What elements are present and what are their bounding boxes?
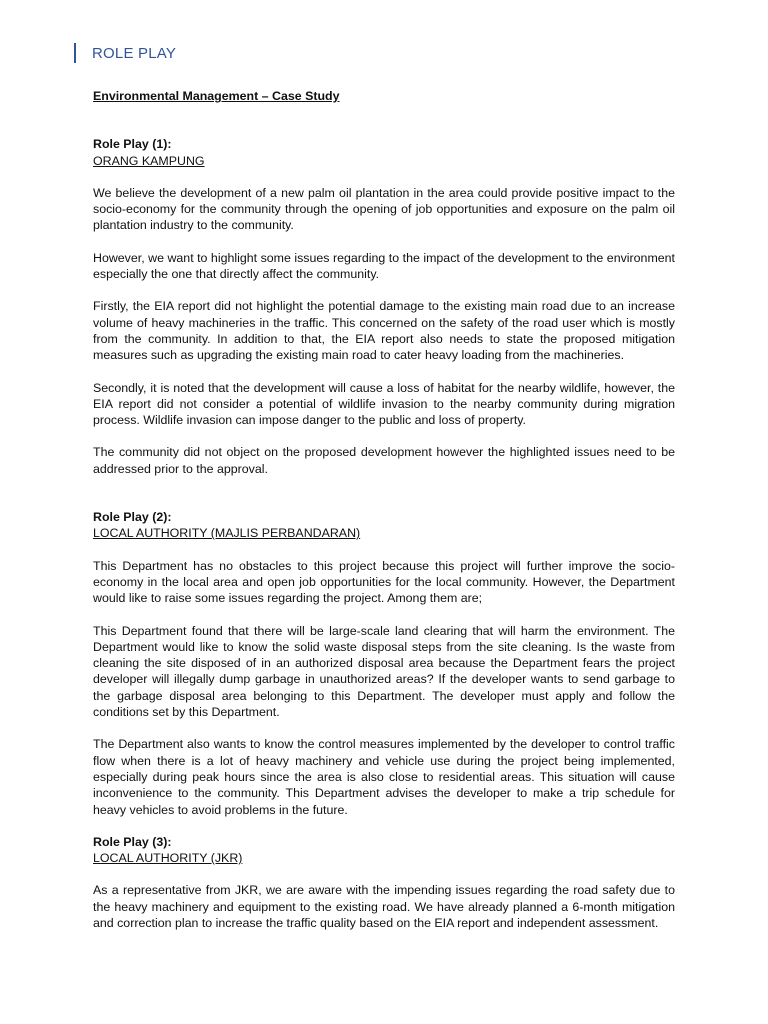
paragraph: The Department also wants to know the control measures implemented by the developer to control traffic flow when there is a lot of heavy machinery and vehicle use during the project being implemented, especially during peak hours since the area is also close to residential areas. This situation will cause inconvenience to the community. This Department advises the developer to make a trip schedule for heavy vehicles to avoid problems in the future. bbox=[93, 737, 675, 817]
role-play-party: LOCAL AUTHORITY (MAJLIS PERBANDARAN) bbox=[93, 526, 361, 541]
paragraph: We believe the development of a new palm oil plantation in the area could provide positive impact to the socio-economy for the community through the opening of job opportunities and exposure on the palm oil plantation industry to the community. bbox=[93, 185, 675, 233]
document-title: Environmental Management – Case Study bbox=[93, 89, 340, 103]
paragraph: The community did not object on the proposed development however the highlighted issues need to be addressed prior to the approval. bbox=[93, 445, 675, 476]
paragraph: This Department has no obstacles to this project because this project will further improve the socio-economy in the local area and open job opportunities for the local community. However, the Department would like to raise some issues regarding the project. Among them are; bbox=[93, 558, 675, 606]
role-play-heading: Role Play (1): bbox=[93, 137, 172, 152]
role-play-heading: Role Play (3): bbox=[93, 834, 172, 849]
role-play-party: ORANG KAMPUNG bbox=[93, 153, 205, 168]
paragraph: This Department found that there will be large-scale land clearing that will harm the environment. The Department would like to know the solid waste disposal steps from the site cleaning. Is the waste from cleaning the site disposed of in an authorized disposal area because the Department fears the project developer will illegally dump garbage in unauthorized areas? If the developer wants to send garbage to the garbage disposal area belonging to this Department. The developer must apply and follow the conditions set by this Department. bbox=[93, 623, 675, 720]
role-play-1 bbox=[93, 136, 675, 477]
role-play-heading: Role Play (2): bbox=[93, 510, 172, 525]
document-body bbox=[93, 88, 675, 947]
header-accent-bar bbox=[74, 43, 76, 63]
page-header bbox=[74, 42, 176, 64]
role-play-party: LOCAL AUTHORITY (JKR) bbox=[93, 851, 243, 866]
paragraph: Firstly, the EIA report did not highlight the potential damage to the existing main road due to an increase volume of heavy machineries in the traffic. This concerned on the safety of the road user which is mostly from the community. In addition to that, the EIA report also needs to state the proposed mitigation measures such as upgrading the existing main road to cater heavy loading from the machineries. bbox=[93, 299, 675, 363]
section-spacer bbox=[93, 493, 675, 509]
role-play-2 bbox=[93, 509, 675, 818]
paragraph: However, we want to highlight some issues regarding to the impact of the development to the environment especially the one that directly affect the community. bbox=[93, 250, 675, 282]
paragraph: Secondly, it is noted that the development will cause a loss of habitat for the nearby wildlife, however, the EIA report did not consider a potential of wildlife invasion to the nearby community during migration process. Wildlife invasion can impose danger to the public and loss of property. bbox=[93, 380, 675, 428]
paragraph: As a representative from JKR, we are aware with the impending issues regarding the road safety due to the heavy machinery and equipment to the existing road. We have already planned a 6-month mitigation and correction plan to increase the traffic quality based on the EIA report and independent assessment. bbox=[93, 883, 675, 930]
role-play-3 bbox=[93, 834, 675, 931]
page-title: ROLE PLAY bbox=[92, 44, 177, 62]
